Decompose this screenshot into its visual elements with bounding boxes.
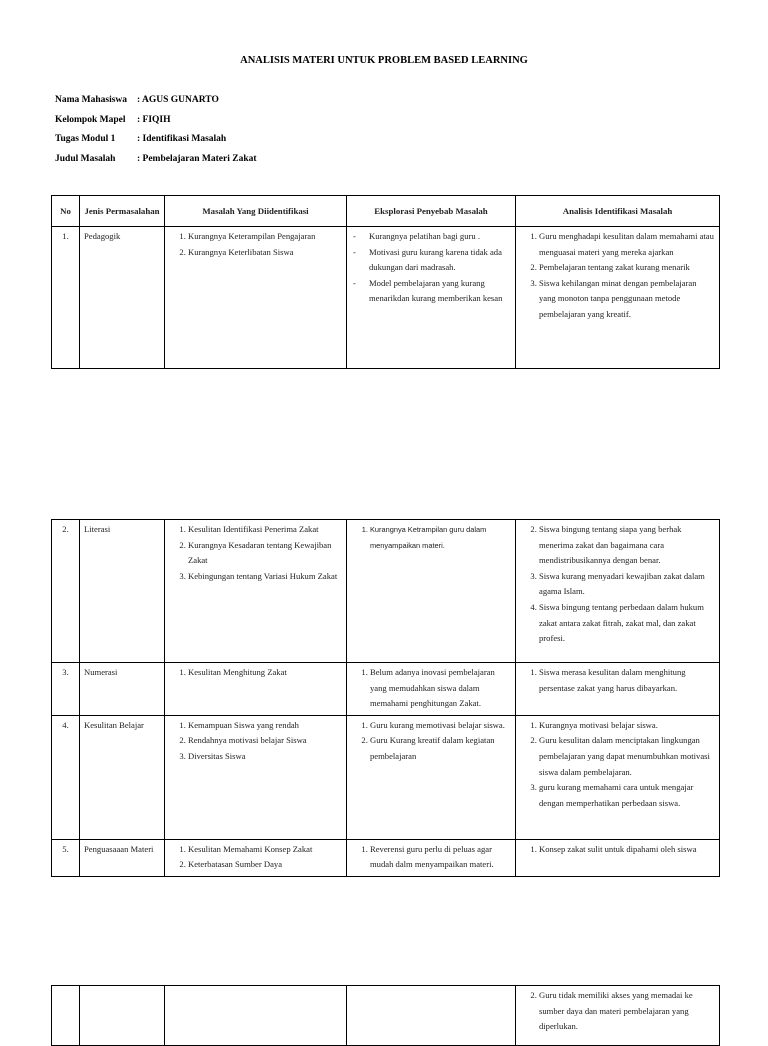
list-item: 2. Pembelajaran tentang zakat kurang menarik bbox=[539, 260, 715, 276]
list-item: 1. Siswa merasa kesulitan dalam menghitung persentase zakat yang harus dibayarkan. bbox=[539, 665, 715, 696]
row-jenis: Penguasaaan Materi bbox=[80, 839, 165, 876]
row-jenis: Numerasi bbox=[80, 663, 165, 716]
list-item: 1. Kurangnya motivasi belajar siswa. bbox=[539, 718, 715, 734]
list-item: 1. Kesulitan Identifikasi Penerima Zakat bbox=[188, 522, 342, 538]
table-header-row bbox=[52, 196, 720, 227]
row-number: 1. bbox=[52, 227, 80, 369]
list-item: 2. Guru tidak memiliki akses yang memadai ke sumber daya dan materi pembelajaran yang diperlukan. bbox=[539, 988, 715, 1035]
list-item: 1. Kurangnya Ketrampilan guru dalam menyampaikan materi. bbox=[370, 522, 511, 553]
list-item: 1. Kesulitan Menghitung Zakat bbox=[188, 665, 342, 681]
list-item: 3. Kebingungan tentang Variasi Hukum Zakat bbox=[188, 569, 342, 585]
meta-label: Judul Masalah bbox=[55, 153, 116, 164]
row-analisis bbox=[516, 715, 720, 839]
row-analisis bbox=[516, 663, 720, 716]
header-analisis: Analisis Identifikasi Masalah bbox=[516, 196, 720, 227]
meta-value: : Identifikasi Masalah bbox=[137, 134, 227, 144]
analysis-table-part-1 bbox=[51, 195, 720, 369]
table-row bbox=[52, 839, 720, 876]
list-item: 2. Kurangnya Keterlibatan Siswa bbox=[188, 245, 342, 261]
student-info bbox=[55, 95, 257, 173]
row-analisis bbox=[516, 839, 720, 876]
row-jenis: Pedagogik bbox=[80, 227, 165, 369]
table-row bbox=[52, 663, 720, 716]
list-item: - Model pembelajaran yang kurang menarikdan kurang memberikan kesan bbox=[369, 276, 511, 307]
row-analisis bbox=[516, 520, 720, 663]
list-item: 4. Siswa bingung tentang perbedaan dalam hukum zakat antara zakat fitrah, zakat mal, dan zakat profesi. bbox=[539, 600, 715, 647]
row-jenis: Literasi bbox=[80, 520, 165, 663]
row-masalah bbox=[165, 663, 347, 716]
row-jenis bbox=[80, 986, 165, 1046]
row-masalah bbox=[165, 839, 347, 876]
row-eksplorasi bbox=[347, 715, 516, 839]
row-masalah bbox=[165, 520, 347, 663]
row-masalah bbox=[165, 227, 347, 369]
analysis-table-part-2 bbox=[51, 519, 720, 877]
row-eksplorasi bbox=[347, 839, 516, 876]
meta-label: Kelompok Mapel bbox=[55, 114, 126, 125]
row-eksplorasi bbox=[347, 663, 516, 716]
list-item: 3. Siswa kehilangan minat dengan pembelajaran yang monoton tanpa penggunaan metode pembelajaran yang kreatif. bbox=[539, 276, 715, 323]
list-item: 1. Kemampuan Siswa yang rendah bbox=[188, 718, 342, 734]
list-item: 1. Belum adanya inovasi pembelajaran yang memudahkan siswa dalam memahami penghitungan Zakat. bbox=[370, 665, 511, 712]
list-item: 1. Kurangnya Keterampilan Pengajaran bbox=[188, 229, 342, 245]
list-item: - Motivasi guru kurang karena tidak ada dukungan dari madrasah. bbox=[369, 245, 511, 276]
row-masalah bbox=[165, 715, 347, 839]
list-item: 1. Konsep zakat sulit untuk dipahami oleh siswa bbox=[539, 842, 715, 858]
list-item: 2. Kurangnya Kesadaran tentang Kewajiban Zakat bbox=[188, 538, 342, 569]
list-item: 2. Guru kesulitan dalam menciptakan lingkungan pembelajaran yang dapat menumbuhkan motivasi siswa dalam pembelajaran. bbox=[539, 733, 715, 780]
row-eksplorasi bbox=[347, 986, 516, 1046]
header-jenis: Jenis Permasalahan bbox=[80, 196, 165, 227]
row-analisis bbox=[516, 227, 720, 369]
row-eksplorasi bbox=[347, 520, 516, 663]
list-item: 2. Guru Kurang kreatif dalam kegiatan pembelajaran bbox=[370, 733, 511, 764]
meta-value: : FIQIH bbox=[137, 114, 171, 125]
list-item: 2. Siswa bingung tentang siapa yang berhak menerima zakat dan bagaimana cara mendistribusikannya dengan benar. bbox=[539, 522, 715, 569]
meta-row-nama bbox=[55, 95, 257, 115]
meta-row-tugas bbox=[55, 134, 257, 154]
list-item: 1. Reverensi guru perlu di peluas agar mudah dalm menyampaikan materi. bbox=[370, 842, 511, 873]
header-masalah: Masalah Yang Diidentifikasi bbox=[165, 196, 347, 227]
meta-label: Tugas Modul 1 bbox=[55, 134, 116, 144]
row-number: 5. bbox=[52, 839, 80, 876]
row-jenis: Kesulitan Belajar bbox=[80, 715, 165, 839]
list-item: 1. Kesulitan Memahami Konsep Zakat bbox=[188, 842, 342, 858]
meta-row-judul bbox=[55, 154, 257, 174]
list-item: 3. Siswa kurang menyadari kewajiban zakat dalam agama Islam. bbox=[539, 569, 715, 600]
table-row bbox=[52, 227, 720, 369]
row-number: 2. bbox=[52, 520, 80, 663]
row-eksplorasi bbox=[347, 227, 516, 369]
row-analisis bbox=[516, 986, 720, 1046]
meta-value: : AGUS GUNARTO bbox=[137, 95, 219, 105]
row-masalah bbox=[165, 986, 347, 1046]
list-item: 3. guru kurang memahami cara untuk mengajar dengan memperhatikan perbedaan siswa. bbox=[539, 780, 715, 811]
table-row bbox=[52, 715, 720, 839]
row-number bbox=[52, 986, 80, 1046]
list-item: 3. Diversitas Siswa bbox=[188, 749, 342, 765]
header-eksplorasi: Eksplorasi Penyebab Masalah bbox=[347, 196, 516, 227]
list-item: 1. Guru menghadapi kesulitan dalam memahami atau menguasai materi yang mereka ajarkan bbox=[539, 229, 715, 260]
header-no: No bbox=[52, 196, 80, 227]
list-item: 2. Keterbatasan Sumber Daya bbox=[188, 857, 342, 873]
row-number: 3. bbox=[52, 663, 80, 716]
table-row bbox=[52, 520, 720, 663]
list-item: 1. Guru kurang memotivasi belajar siswa. bbox=[370, 718, 511, 734]
row-number: 4. bbox=[52, 715, 80, 839]
meta-value: : Pembelajaran Materi Zakat bbox=[137, 153, 257, 164]
meta-label: Nama Mahasiswa bbox=[55, 95, 128, 105]
meta-row-kelompok bbox=[55, 115, 257, 135]
analysis-table-part-3 bbox=[51, 985, 720, 1046]
document-title: ANALISIS MATERI UNTUK PROBLEM BASED LEARNING bbox=[240, 55, 528, 66]
table-row-continuation bbox=[52, 986, 720, 1046]
list-item: - Kurangnya pelatihan bagi guru . bbox=[369, 229, 511, 245]
list-item: 2. Rendahnya motivasi belajar Siswa bbox=[188, 733, 342, 749]
